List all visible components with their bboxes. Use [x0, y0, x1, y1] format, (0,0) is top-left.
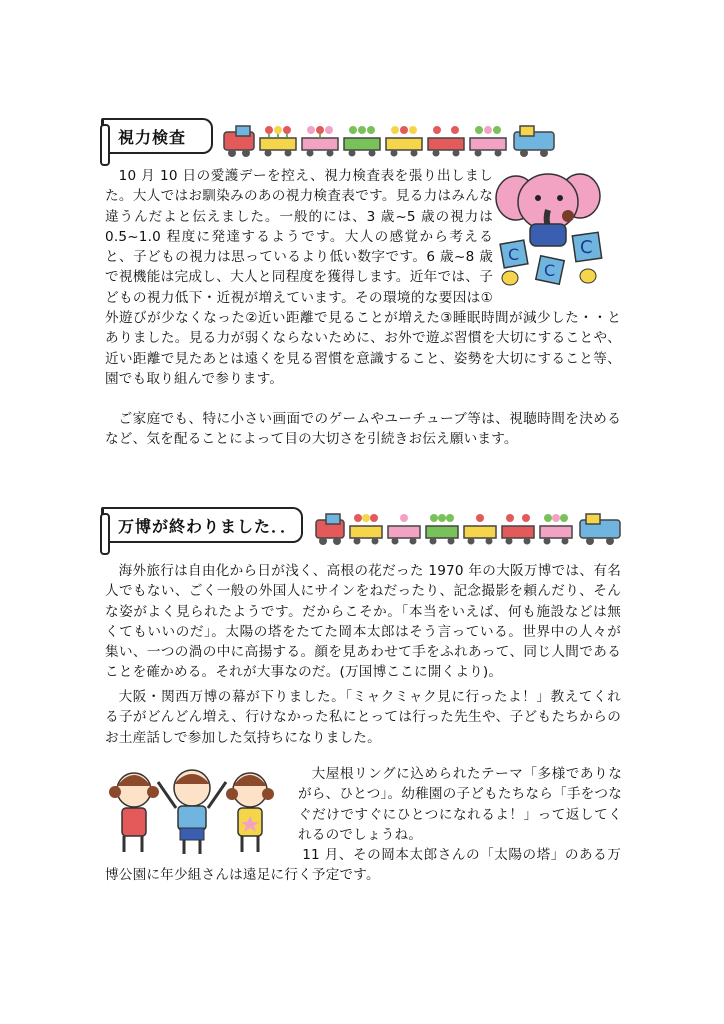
three-children-illustration	[104, 764, 282, 858]
section2-paragraph-4: 11 月、その岡本太郎さんの「太陽の塔」のある万博公園に年少組さんは遠足に行く予定です。	[105, 847, 621, 884]
section1-title: 視力検査	[118, 127, 187, 147]
section2-paragraph-2: 大阪・関西万博の幕が下りました。「ミャクミャク見に行ったよ！」教えてくれる子がどんどん増え、行けなかった私にとっては行った先生や、子どもたちからのお土産話しで参加した気持ちになりました。	[105, 689, 621, 746]
section1-paragraph-1: 10 月 10 日の愛護デーを控え、視力検査表を張り出しました。大人ではお馴染みのあの視力検査表です。見る力はみんな違うんだよと伝えました。一般的には、3 歳~5 歳の視力は 0.5~1.0 程度に発達するようです。大人の感覚から考えると、子どもの視力は思っているより低い数字です。6 歳~8 歳で視機能は完成し、大人と同程度を獲得します。近年では、子どもの視力低下・近視が増えています。その環境的な要因は①外遊びが少なくなった②近い距離で見ることが増えた③睡眠時間が減少した・・とありました。見る力が弱くならないために、お外で遊ぶ習慣を大切にすることや、近い距離で見たあとは遠くを見る習慣を意識すること、姿勢を大切にすること等、園でも取り組んで参ります。	[105, 168, 621, 387]
svg-text:C: C	[544, 261, 556, 280]
section2-paragraph-3: 大屋根リングに込められたテーマ「多様でありながら、ひとつ」。幼稚園の子どもたちなら「手をつなぐだけですぐにひとつになれるよ！」って返してくれるのでしょうね。	[298, 766, 622, 843]
section1-title-banner	[101, 118, 213, 154]
section2-title: 万博が終わりました．．	[118, 516, 298, 536]
section2-title-banner	[101, 507, 303, 543]
svg-text:C: C	[508, 245, 520, 264]
train-icon	[222, 122, 558, 158]
wrap-spacer	[493, 166, 621, 308]
train-icon	[314, 510, 624, 546]
svg-text:C: C	[580, 237, 593, 258]
section2-paragraph-1: 海外旅行は自由化から日が浅く、高根の花だった 1970 年の大阪万博では、有名人でもない、ごく一般の外国人にサインをねだったり、記念撮影を頼んだり、そんな姿がよく見られたようです。だからこそか。「本当をいえば、何も施設などは無くてもいいのだ」。太陽の塔をたてた岡本太郎はそう言っている。世界中の人々が集い、一つの渦の中に高揚する。顔を見あわせて手をふれあって、同じ人間であることを確かめる。それが大事なのだ。(万国博ここに開くより)。	[105, 563, 621, 681]
section1-paragraph-2: ご家庭でも、特に小さい画面でのゲームやユーチューブ等は、視聴時間を決めるなど、気を配ることによって目の大切さを引続きお伝え願います。	[105, 411, 621, 448]
